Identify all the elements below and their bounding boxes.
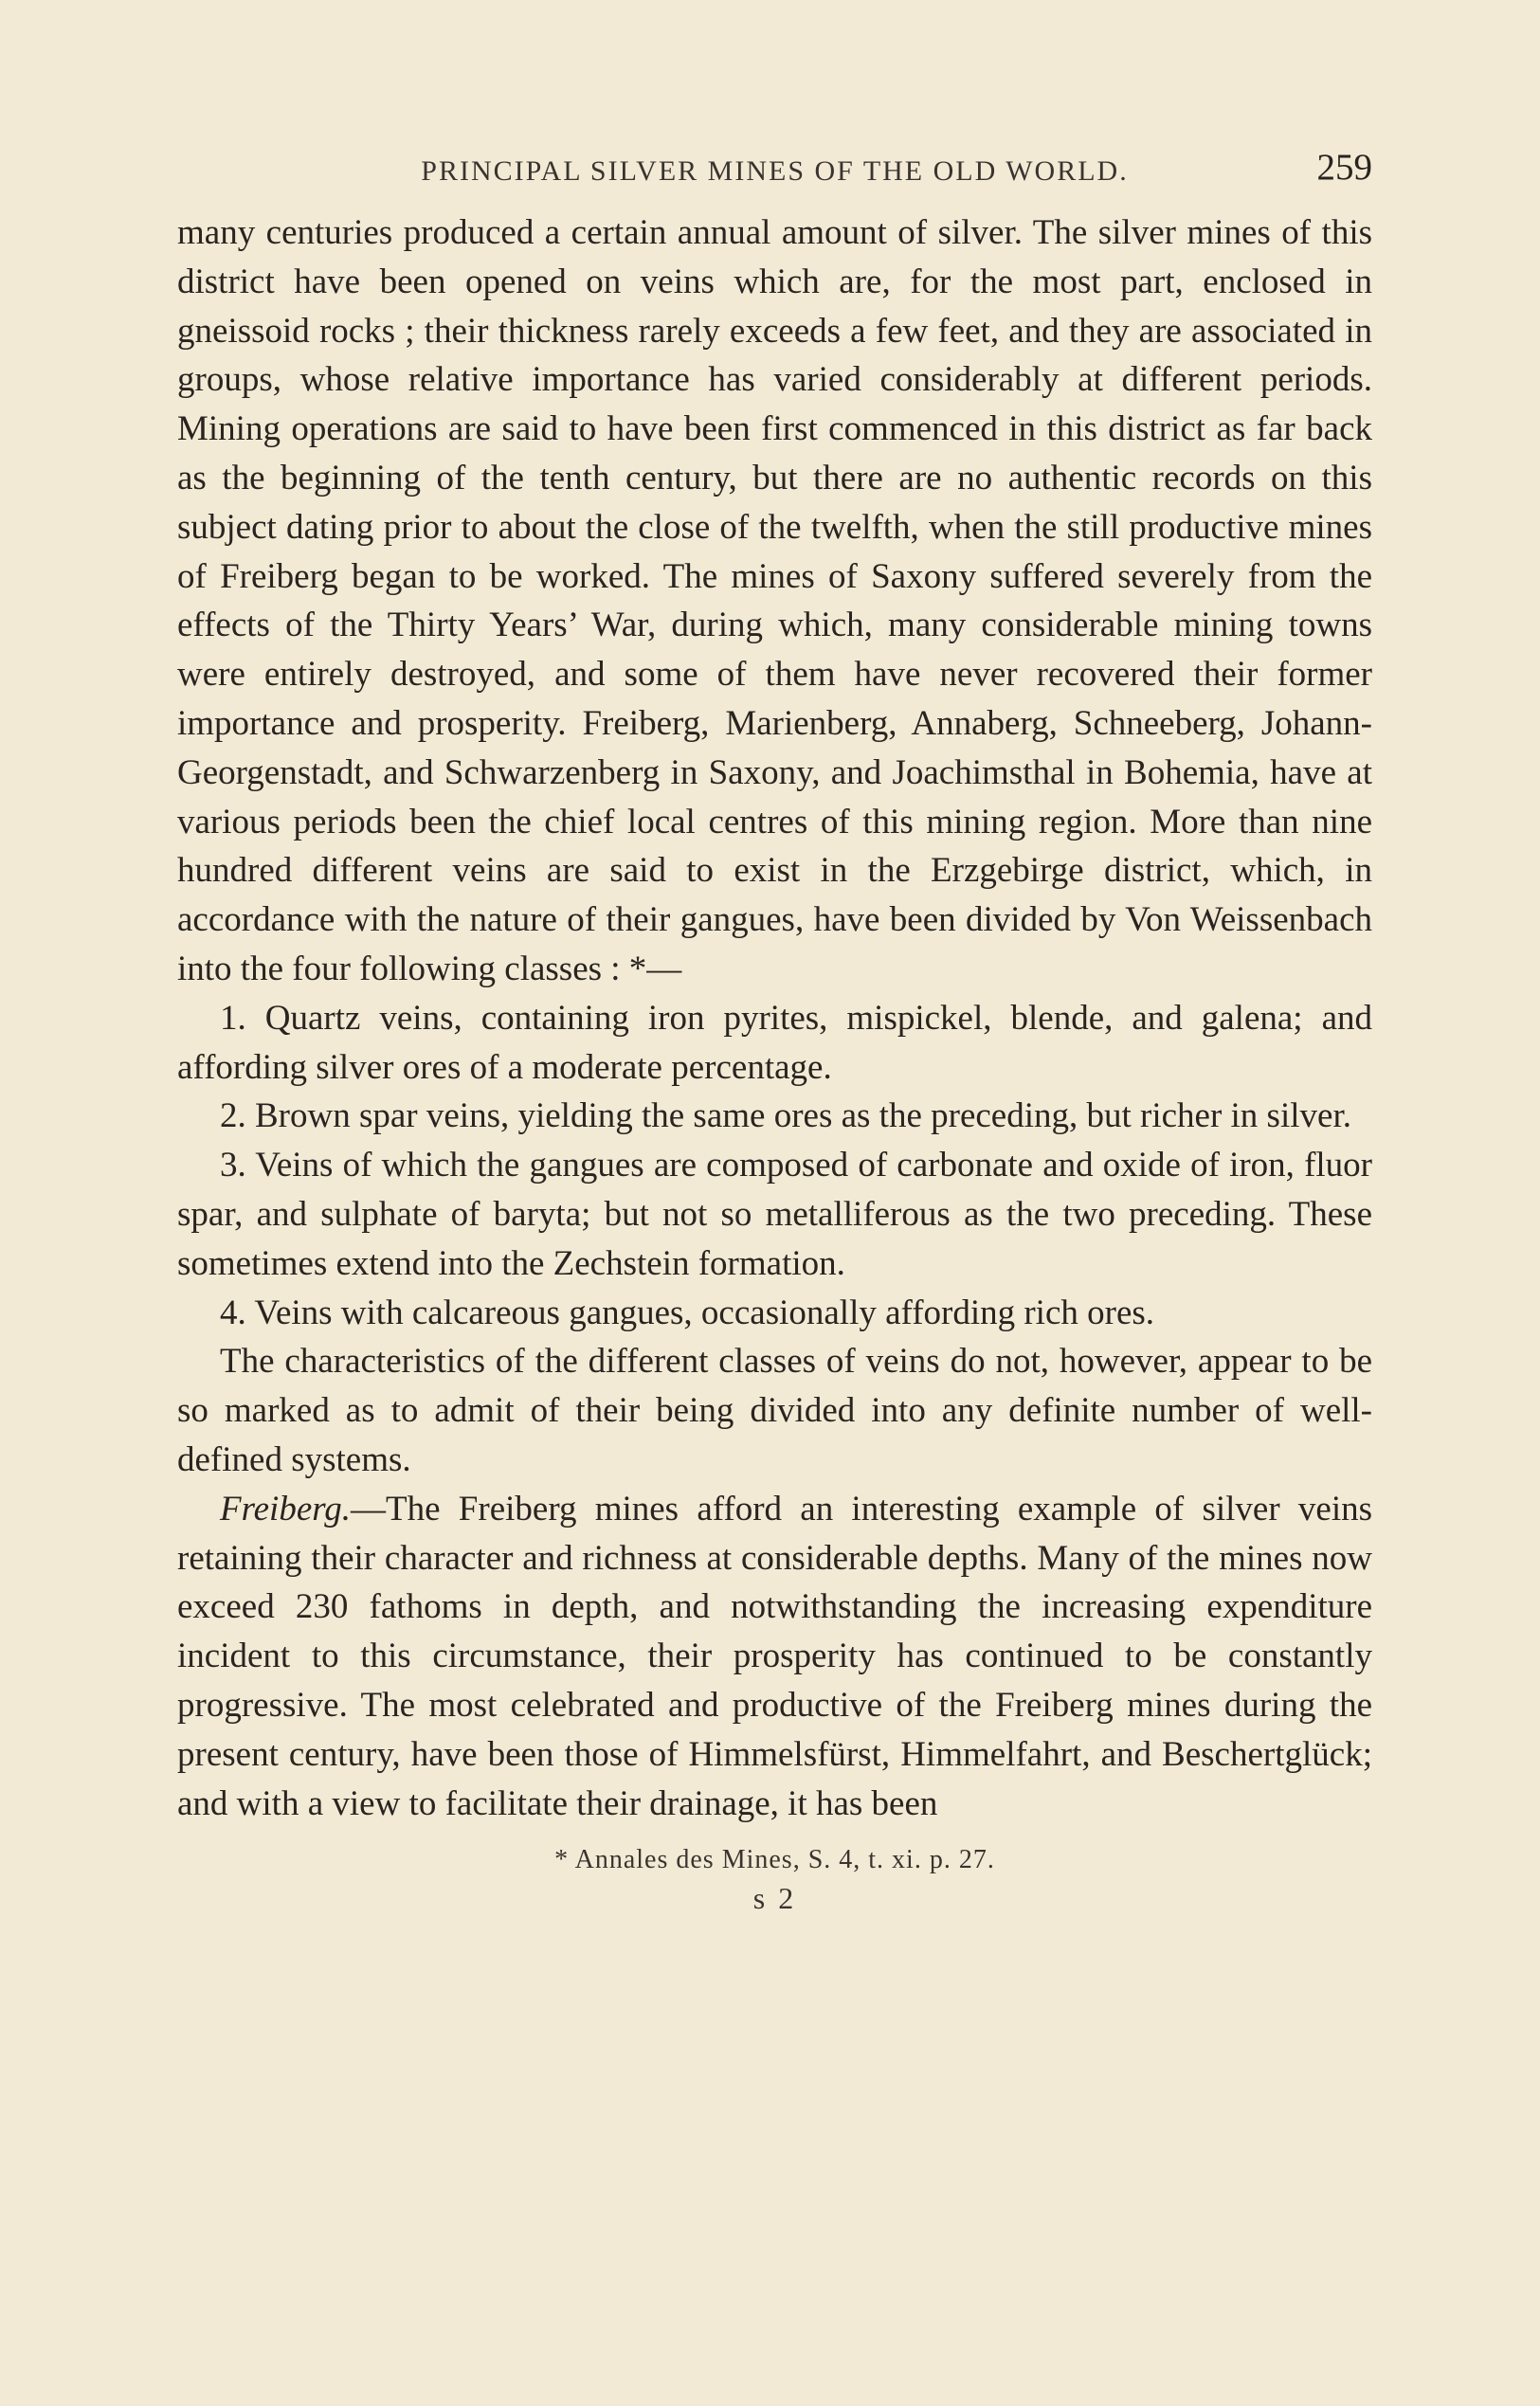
freiberg-heading: Freiberg. xyxy=(220,1489,352,1529)
freiberg-text: —The Freiberg mines afford an interesting example of silver veins retaining their character and richness at considerable depths. Many of the mines now exceed 230 fathoms in depth, and notwithstanding the increasing expenditure incident to this circumstance, their prosperity has continued to be constantly progressive. The most celebrated and productive of the Freiberg mines during the present century, have been those of Himmelsfürst, Himmelfahrt, and Beschertglück; and with a view to facilitate their drainage, it has been xyxy=(177,1489,1372,1823)
list-item-iron-veins: 3. Veins of which the gangues are composed of carbonate and oxide of iron, fluor spar, and sulphate of baryta; but not so metalliferous as the two preceding. These sometimes extend into the Zechstein formation. xyxy=(177,1146,1372,1283)
paragraph-characteristics: The characteristics of the different classes of veins do not, however, appear to be so marked as to admit of their being divided into any definite number of well-defined systems. xyxy=(177,1342,1372,1479)
body-text xyxy=(177,208,1372,1828)
footnote: * Annales des Mines, S. 4, t. xi. p. 27. xyxy=(554,1845,995,1875)
page-number: 259 xyxy=(1316,147,1372,188)
list-item-brown-spar-veins: 2. Brown spar veins, yielding the same ores as the preceding, but richer in silver. xyxy=(220,1096,1351,1136)
signature-mark: s 2 xyxy=(752,1881,797,1916)
list-item-quartz-veins: 1. Quartz veins, containing iron pyrites, mispickel, blende, and galena; and affording silver ores of a moderate percentage. xyxy=(177,998,1372,1087)
running-head: PRINCIPAL SILVER MINES OF THE OLD WORLD. xyxy=(421,155,1129,187)
paragraph-saxony-mines: many centuries produced a certain annual amount of silver. The silver mines of this district have been opened on veins which are, for the most part, enclosed in gneissoid rocks ; their thickness rarely exceeds a few feet, and they are associated in groups, whose relative importance has varied considerably at different periods. Mining operations are said to have been first commenced in this district as far back as the beginning of the tenth century, but there are no authentic records on this subject dating prior to about the close of the twelfth, when the still productive mines of Freiberg began to be worked. The mines of Saxony suffered severely from the effects of the Thirty Years’ War, during which, many considerable mining towns were entirely destroyed, and some of them have never recovered their former importance and prosperity. Freiberg, Marienberg, Annaberg, Schneeberg, Johann-Georgenstadt, and Schwarzenberg in Saxony, and Joachimsthal in Bohemia, have at various periods been the chief local centres of this mining region. More than nine hundred different veins are said to exist in the Erzgebirge district, which, in accordance with the nature of their gangues, have been divided by Von Weissenbach into the four following classes : *— xyxy=(177,213,1372,988)
book-page xyxy=(177,142,1372,1916)
paragraph-freiberg xyxy=(177,1485,1372,1829)
list-item-calcareous-veins: 4. Veins with calcareous gangues, occasionally affording rich ores. xyxy=(220,1293,1155,1332)
page-header xyxy=(177,142,1372,208)
